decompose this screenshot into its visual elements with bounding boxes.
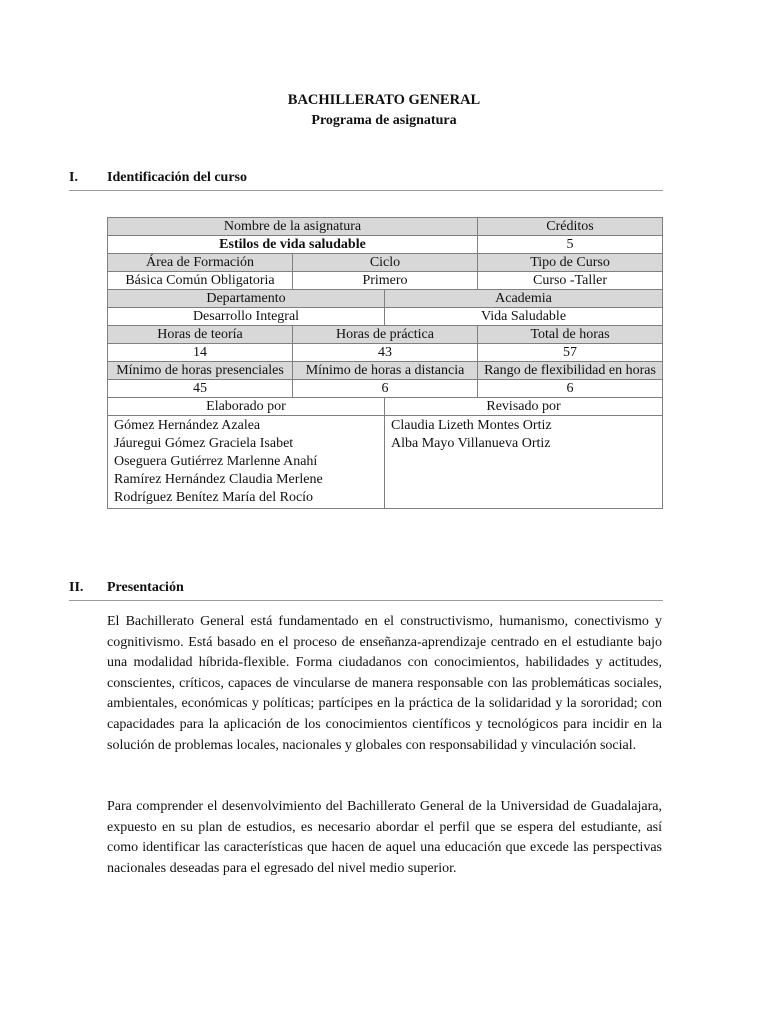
header-cell-subject-name: Nombre de la asignatura [108, 218, 478, 236]
header-cell-reviewed-by: Revisado por [385, 398, 663, 416]
presentation-paragraph: El Bachillerato General está fundamentado en el constructivismo, humanismo, conectivismo y cognitivismo. Está basado en el proceso de enseñanza-aprendizaje centrado en el estudiante bajo una modalidad híbrida-flexible. Forma ciudadanos con conocimientos, habilidades y actitudes, conscientes, críticos, capaces de vincularse de manera responsable con las problemáticas sociales, ambientales, económicas y políticas; partícipes en la práctica de la solidaridad y la sororidad; con capacidades para la aplicación de los conocimientos científicos y tecnológicos para incidir en la solución de problemas locales, nacionales y globales con responsabilidad y vinculación social. [107, 614, 662, 753]
table-row [108, 416, 663, 509]
cell-min-distance-hours: 6 [293, 380, 478, 398]
table-row [108, 326, 663, 344]
header-cell-min-presential-hours: Mínimo de horas presenciales [108, 362, 293, 380]
author-name: Rodríguez Benítez María del Rocío [114, 490, 314, 505]
header-cell-elaborated-by: Elaborado por [108, 398, 385, 416]
cell-flexibility-range: 6 [478, 380, 663, 398]
header-cell-flexibility-range: Rango de flexibilidad en horas [478, 362, 663, 380]
header-cell-cycle: Ciclo [293, 254, 478, 272]
cell-min-presential-hours: 45 [108, 380, 293, 398]
header-cell-course-type: Tipo de Curso [478, 254, 663, 272]
cell-reviewed-by-list [385, 416, 663, 509]
header-cell-credits: Créditos [478, 218, 663, 236]
cell-practice-hours: 43 [293, 344, 478, 362]
cell-subject-name: Estilos de vida saludable [108, 236, 478, 254]
cell-course-type: Curso -Taller [478, 272, 663, 290]
document-subtitle: Programa de asignatura [311, 113, 457, 128]
header-cell-total-hours: Total de horas [478, 326, 663, 344]
cell-theory-hours: 14 [108, 344, 293, 362]
cell-elaborated-by-list [108, 416, 385, 509]
header-cell-practice-hours: Horas de práctica [293, 326, 478, 344]
header-cell-min-distance-hours: Mínimo de horas a distancia [293, 362, 478, 380]
course-identification-table [107, 217, 663, 509]
author-name: Jáuregui Gómez Graciela Isabet [114, 436, 294, 451]
section-title: Presentación [107, 580, 184, 595]
reviewer-name: Alba Mayo Villanueva Ortiz [391, 436, 551, 451]
header-cell-department: Departamento [108, 290, 385, 308]
header-cell-theory-hours: Horas de teoría [108, 326, 293, 344]
header-cell-area: Área de Formación [108, 254, 293, 272]
table-row [108, 362, 663, 380]
header-cell-academy: Academia [385, 290, 663, 308]
table-row [108, 290, 663, 308]
section-heading-presentation [69, 580, 663, 601]
table-row [108, 398, 663, 416]
document-title: BACHILLERATO GENERAL [287, 92, 481, 108]
cell-cycle: Primero [293, 272, 478, 290]
section-heading-identification [69, 170, 663, 191]
cell-academy: Vida Saludable [385, 308, 663, 326]
cell-credits: 5 [478, 236, 663, 254]
presentation-paragraph: Para comprender el desenvolvimiento del Bachillerato General de la Universidad de Guadalajara, expuesto en su plan de estudios, es necesario abordar el perfil que se espera del estudiante, así como identificar las características que hacen de aquel una educación que excede las perspectivas nacionales deseadas para el egresado del nivel medio superior. [107, 799, 662, 876]
cell-department: Desarrollo Integral [108, 308, 385, 326]
table-row [108, 272, 663, 290]
table-row [108, 344, 663, 362]
cell-total-hours: 57 [478, 344, 663, 362]
section-number: II. [69, 580, 84, 595]
section-title: Identificación del curso [107, 170, 247, 185]
cell-area: Básica Común Obligatoria [108, 272, 293, 290]
table-row [108, 254, 663, 272]
author-name: Oseguera Gutiérrez Marlenne Anahí [114, 454, 318, 469]
table-row [108, 218, 663, 236]
reviewer-name: Claudia Lizeth Montes Ortiz [391, 418, 552, 433]
table-row [108, 380, 663, 398]
author-name: Gómez Hernández Azalea [114, 418, 261, 433]
section-number: I. [69, 170, 78, 185]
author-name: Ramírez Hernández Claudia Merlene [114, 472, 323, 487]
table-row [108, 308, 663, 326]
table-row [108, 236, 663, 254]
